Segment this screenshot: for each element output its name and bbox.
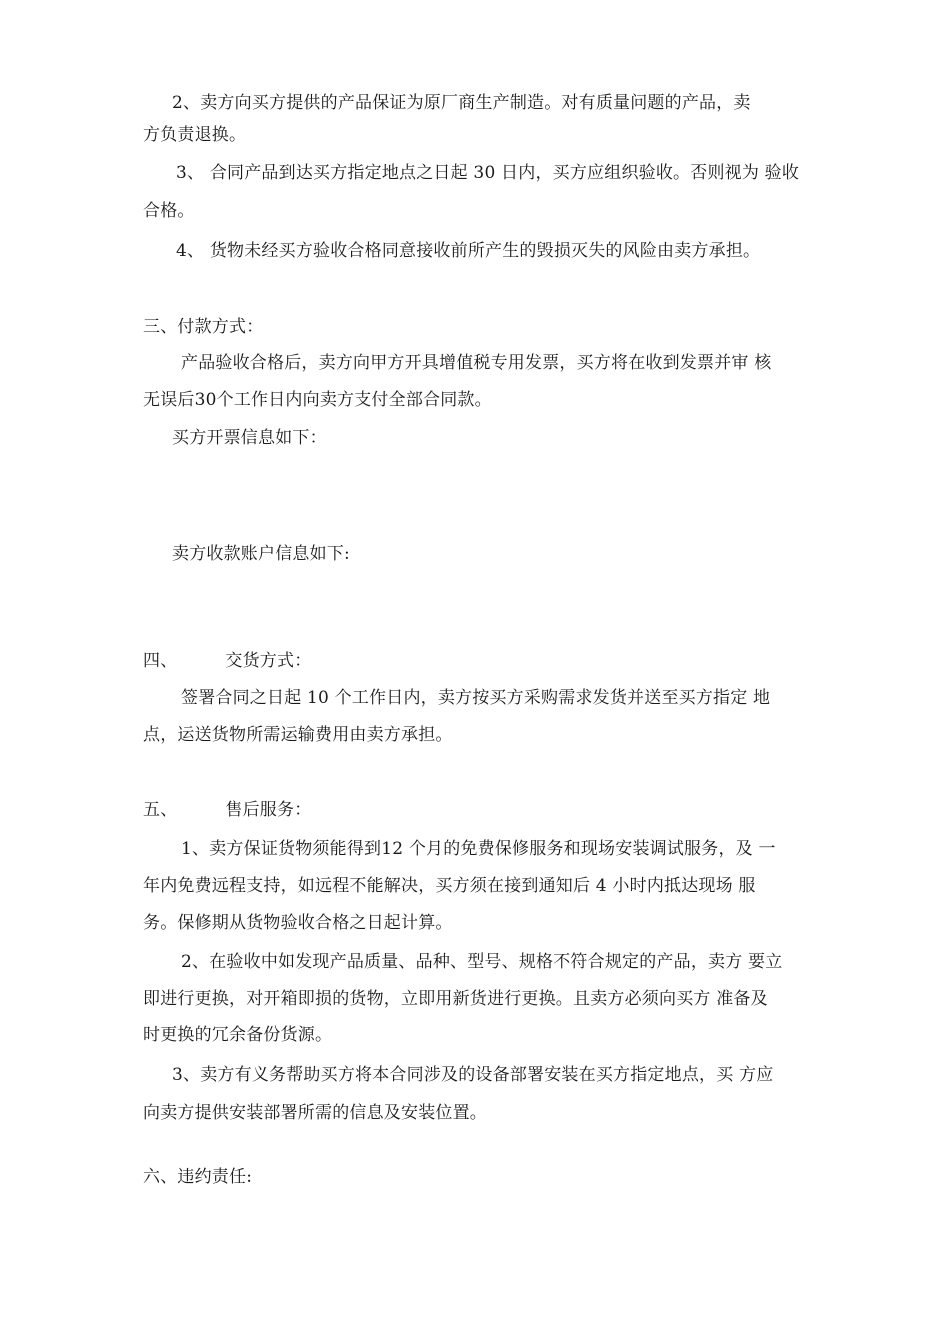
section-4-title: 交货方式： bbox=[225, 651, 312, 671]
section-3-heading: 三、付款方式： bbox=[143, 317, 264, 337]
section-5-heading bbox=[143, 799, 311, 821]
service-clause-1-line-3: 务。保修期从货物验收合格之日起计算。 bbox=[143, 913, 453, 933]
seller-account-info-label: 卖方收款账户信息如下: bbox=[172, 544, 350, 564]
section-4-heading bbox=[143, 650, 311, 672]
service-clause-3-line-2: 向卖方提供安装部署所需的信息及安装位置。 bbox=[143, 1103, 487, 1123]
service-clause-1-line-2: 年内免费远程支持，如远程不能解决，买方须在接到通知后 4 小时内抵达现场 服 bbox=[143, 876, 756, 896]
payment-line-1: 产品验收合格后，卖方向甲方开具增值税专用发票，买方将在收到发票并审 核 bbox=[181, 353, 772, 373]
buyer-invoice-info-label: 买方开票信息如下： bbox=[172, 428, 327, 448]
service-clause-2-line-1: 2、在验收中如发现产品质量、品种、型号、规格不符合规定的产品，卖方 要立 bbox=[181, 952, 783, 972]
clause-3-line-2: 合格。 bbox=[143, 201, 195, 221]
clause-4-line-1: 4、 货物未经买方验收合格同意接收前所产生的毁损灭失的风险由卖方承担。 bbox=[176, 241, 761, 261]
delivery-line-1: 签署合同之日起 10 个工作日内，卖方按买方采购需求发货并送至买方指定 地 bbox=[181, 688, 771, 708]
clause-2-line-2: 方负责退换。 bbox=[143, 125, 247, 145]
section-4-number: 四、 bbox=[143, 651, 178, 671]
section-5-number: 五、 bbox=[143, 800, 178, 820]
payment-line-2: 无误后30个工作日内向卖方支付全部合同款。 bbox=[143, 390, 492, 410]
service-clause-3-line-1: 3、卖方有义务帮助买方将本合同涉及的设备部署安装在买方指定地点，买 方应 bbox=[172, 1065, 774, 1085]
service-clause-2-line-2: 即进行更换，对开箱即损的货物，立即用新货进行更换。且卖方必须向买方 准备及 bbox=[143, 989, 768, 1009]
section-6-heading: 六、违约责任: bbox=[143, 1167, 253, 1187]
delivery-line-2: 点，运送货物所需运输费用由卖方承担。 bbox=[143, 725, 453, 745]
clause-2-line-1: 2、卖方向买方提供的产品保证为原厂商生产制造。对有质量问题的产品，卖 bbox=[172, 93, 751, 113]
section-5-title: 售后服务： bbox=[225, 800, 312, 820]
service-clause-1-line-1: 1、卖方保证货物须能得到12 个月的免费保修服务和现场安装调试服务，及 一 bbox=[181, 839, 776, 859]
service-clause-2-line-3: 时更换的冗余备份货源。 bbox=[143, 1025, 333, 1045]
clause-3-line-1: 3、 合同产品到达买方指定地点之日起 30 日内，买方应组织验收。否则视为 验收 bbox=[176, 163, 800, 183]
